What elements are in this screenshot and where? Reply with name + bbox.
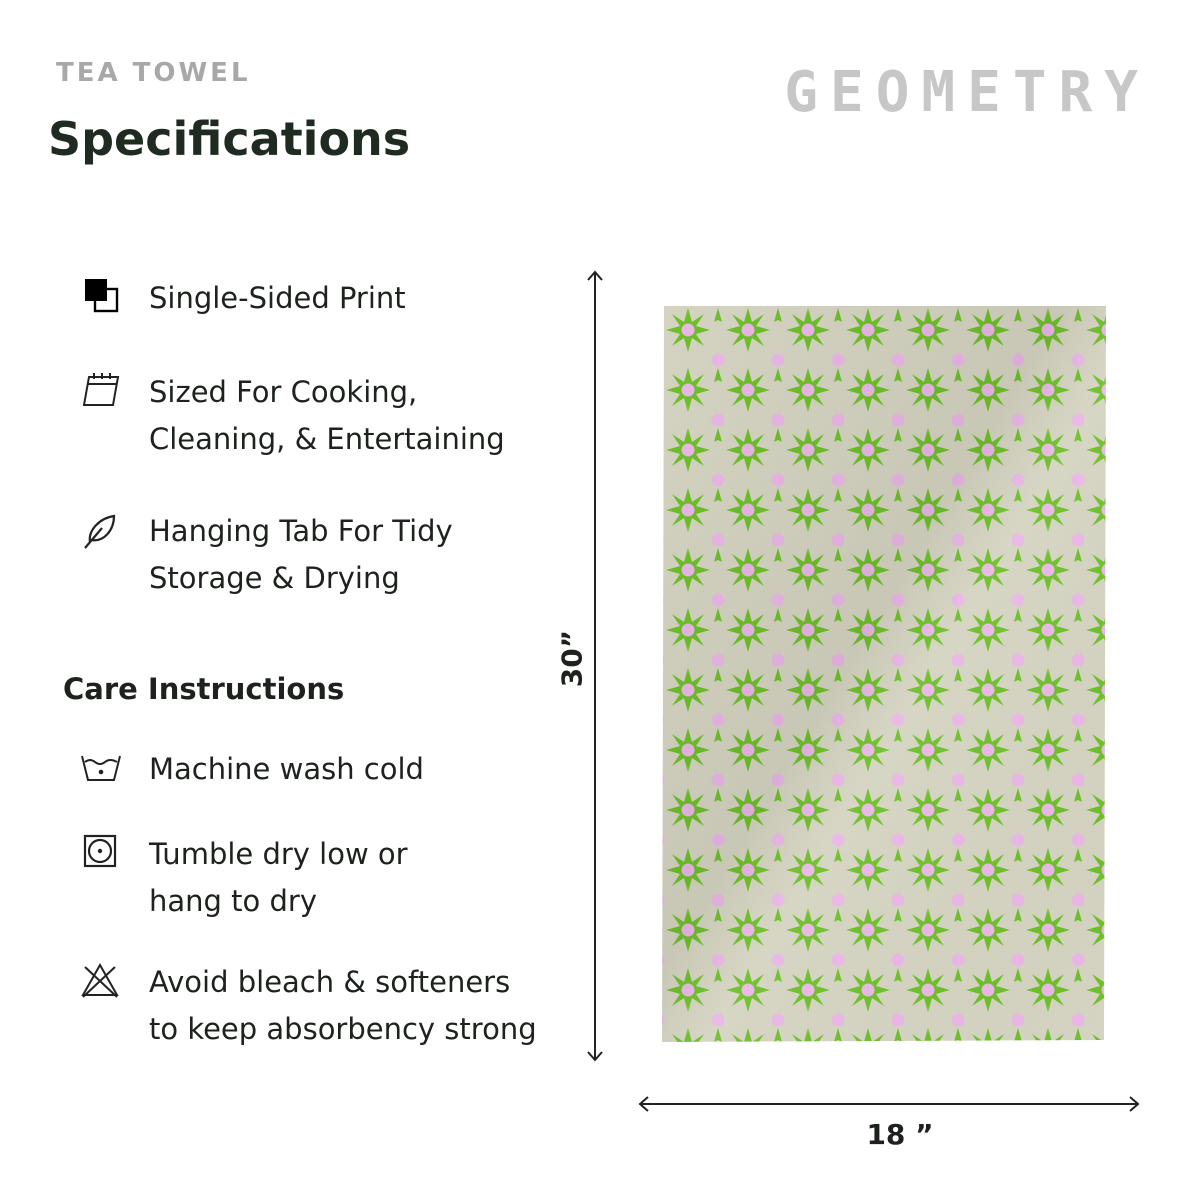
brand-logo: GEOMETRY	[784, 60, 1150, 125]
width-dimension-arrow	[636, 1093, 1142, 1115]
care-instructions-heading: Care Instructions	[63, 672, 345, 706]
no-bleach-icon	[80, 959, 122, 1001]
star-pattern	[658, 300, 1110, 1046]
care-line: Machine wash cold	[149, 752, 424, 786]
overlapping-squares-icon	[80, 275, 122, 317]
machine-wash-cold-icon	[80, 746, 122, 788]
feature-line: Hanging Tab For Tidy	[149, 514, 453, 548]
care-text	[149, 831, 408, 925]
feature-line: Cleaning, & Entertaining	[149, 422, 505, 456]
care-text	[149, 746, 424, 793]
care-text	[149, 959, 537, 1053]
feature-line: Storage & Drying	[149, 561, 400, 595]
tumble-dry-icon	[80, 831, 122, 873]
width-label: 18 ”	[866, 1118, 934, 1151]
height-label: 30”	[555, 629, 589, 688]
feature-text	[149, 369, 505, 463]
care-line: Avoid bleach & softeners	[149, 965, 511, 999]
care-line: Tumble dry low or	[149, 837, 408, 871]
feature-text	[149, 508, 453, 602]
leaf-icon	[80, 508, 122, 550]
calendar-icon	[80, 369, 122, 411]
tea-towel-image	[658, 300, 1110, 1046]
eyebrow-label: TEA TOWEL	[56, 58, 251, 88]
feature-text	[149, 275, 406, 322]
care-line: to keep absorbency strong	[149, 1012, 537, 1046]
feature-line: Single-Sided Print	[149, 281, 406, 315]
care-line: hang to dry	[149, 884, 317, 918]
feature-line: Sized For Cooking,	[149, 375, 418, 409]
page-title: Specifications	[48, 112, 411, 166]
